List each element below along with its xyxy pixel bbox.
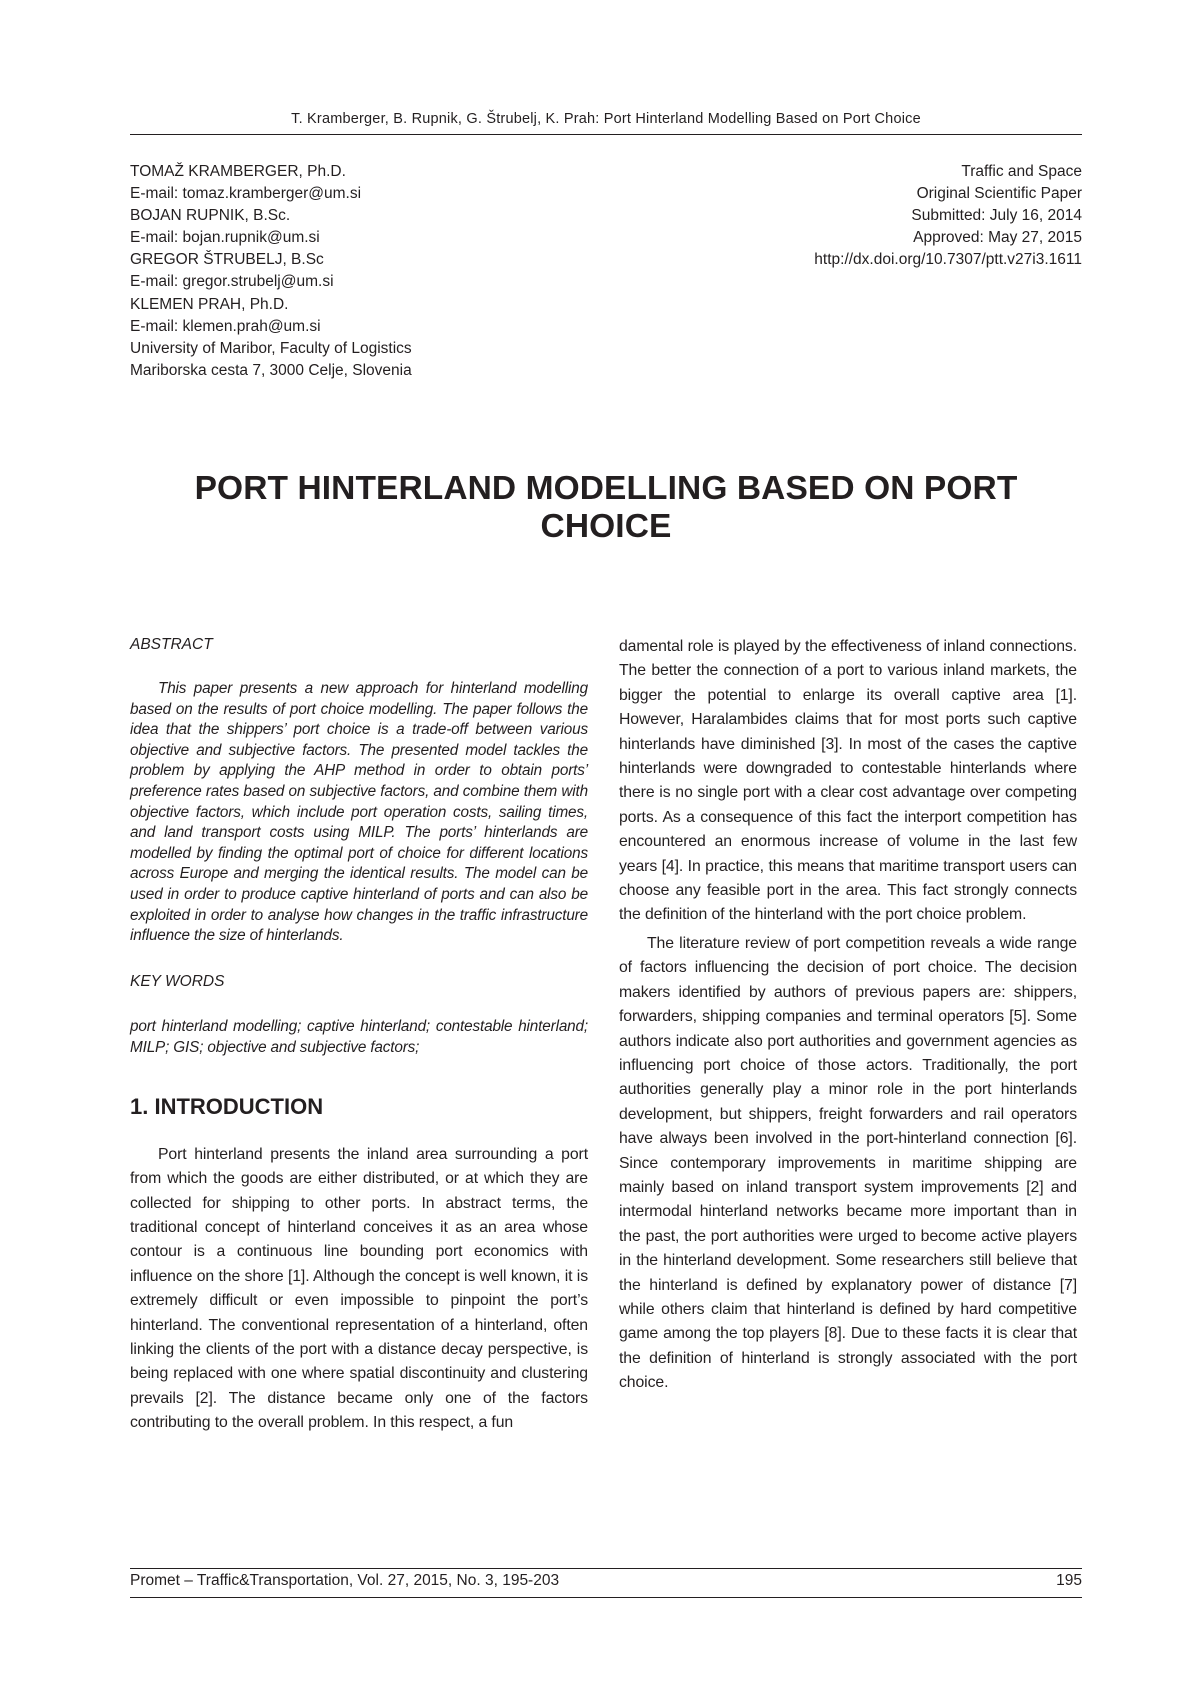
intro-paragraph: The literature review of port competition reveals a wide range of factors influencing the decision of port choice. The decision makers identified by authors of previous papers are: shippers, forwarders, shipping companies and terminal operators [5]. Some authors indicate also port authorities and government agencies as influencing port choice of those actors. Traditionally, the port authorities generally play a minor role in the port hinterlands development, but shippers, freight forwarders and rail operators have always been involved in the port-hinterland connection [6]. Since contemporary improvements in maritime shipping are mainly based on inland transport system improvements [2] and intermodal hinterland networks became more important than in the past, the port authorities were urged to become active players in the hinterland development. Some researchers still believe that the hinterland is defined by explanatory power of distance [7] while others claim that hinterland is defined by hard competitive game among the top players [8]. Due to these facts it is clear that the definition of hinterland is strongly associated with the port choice. (619, 934, 1077, 1392)
footer-rule-bottom (130, 1597, 1082, 1598)
paper-title: PORT HINTERLAND MODELLING BASED ON PORT CHOICE (194, 470, 1018, 545)
header-rule (130, 134, 1082, 135)
page-number: 195 (1056, 1572, 1082, 1589)
author-email: E-mail: gregor.strubelj@um.si (130, 273, 334, 291)
intro-paragraph: Port hinterland presents the inland area surrounding a port from which the goods are either distributed, or at which they are collected for shipping to other ports. In abstract terms, the traditional concept of hinterland conceives it as an area whose contour is a continuous line bounding port economics with influence on the shore [1]. Although the concept is well known, it is extremely difficult or even impossible to pinpoint the port’s hinterland. The conventional representation of a hinterland, often linking the clients of the port with a distance decay perspective, is being replaced with one where spatial discontinuity and clustering prevails [2]. The distance became only one of the factors contributing to the overall problem. In this respect, a fun (130, 1145, 588, 1432)
author-block (130, 161, 412, 382)
author-affiliation: University of Maribor, Faculty of Logistics (130, 339, 412, 357)
abstract-label: ABSTRACT (130, 636, 213, 653)
meta-section: Traffic and Space (961, 163, 1082, 180)
abstract-text: This paper presents a new approach for hinterland modelling based on the results of port choice modelling. The paper follows the idea that the shippers’ port choice is a trade-off between various objective and subjective factors. The presented model tackles the problem by applying the AHP method in order to obtain ports’ preference rates based on subjective factors, and combine them with objective factors, which include port operation costs, sailing times, and land transport costs using MILP. The ports’ hinterlands are modelled by finding the optimal port of choice for different locations across Europe and merging the identical results. The model can be used in order to produce captive hinterland of ports and can also be exploited in order to analyse how changes in the traffic infrastructure influence the size of hinterlands. (130, 680, 588, 945)
author-email: E-mail: klemen.prah@um.si (130, 317, 321, 335)
footer-rule-top (130, 1568, 1082, 1569)
author-name: GREGOR ŠTRUBELJ, B.Sc (130, 251, 324, 269)
meta-paper-type: Original Scientific Paper (916, 185, 1082, 203)
author-address: Mariborska cesta 7, 3000 Celje, Slovenia (130, 361, 412, 379)
author-name: BOJAN RUPNIK, B.Sc. (130, 207, 291, 225)
meta-submitted: Submitted: July 16, 2014 (911, 207, 1082, 225)
intro-paragraph-continued: damental role is played by the effectiveness of inland connections. The better the connection of a port to various inland markets, the bigger the potential to enlarge its overall captive area [1]. However, Haralambides claims that for most ports such captive hinterlands have diminished [3]. In most of the cases the captive hinterlands were downgraded to contestable hinterlands where there is no single port with a clear cost advantage over competing ports. As a consequence of this fact the interport competition has encountered an enormous increase of volume in the last few years [4]. In practice, this means that maritime transport users can choose any feasible port in the area. This fact strongly connects the definition of the hinterland with the port choice problem. (619, 638, 1077, 924)
author-name: TOMAŽ KRAMBERGER, Ph.D. (130, 163, 346, 180)
section-heading-introduction: 1. INTRODUCTION (130, 1093, 324, 1119)
article-meta (814, 161, 1082, 271)
author-email: E-mail: tomaz.kramberger@um.si (130, 185, 362, 203)
meta-doi-link[interactable]: http://dx.doi.org/10.7307/ptt.v27i3.1611 (814, 251, 1082, 269)
meta-approved: Approved: May 27, 2015 (913, 229, 1082, 247)
keywords-text: port hinterland modelling; captive hinterland; contestable hinterland; MILP; GIS; objective and subjective factors; (130, 1017, 588, 1056)
keywords-label: KEY WORDS (130, 972, 225, 990)
left-column (130, 635, 588, 1436)
right-column (619, 635, 1077, 1396)
author-email: E-mail: bojan.rupnik@um.si (130, 229, 320, 247)
footer-journal: Promet – Traffic&Transportation, Vol. 27, 2015, No. 3, 195-203 (130, 1572, 560, 1589)
running-header: T. Kramberger, B. Rupnik, G. Štrubelj, K. Prah: Port Hinterland Modelling Based on Port Choice (291, 111, 921, 127)
author-name: KLEMEN PRAH, Ph.D. (130, 295, 289, 313)
